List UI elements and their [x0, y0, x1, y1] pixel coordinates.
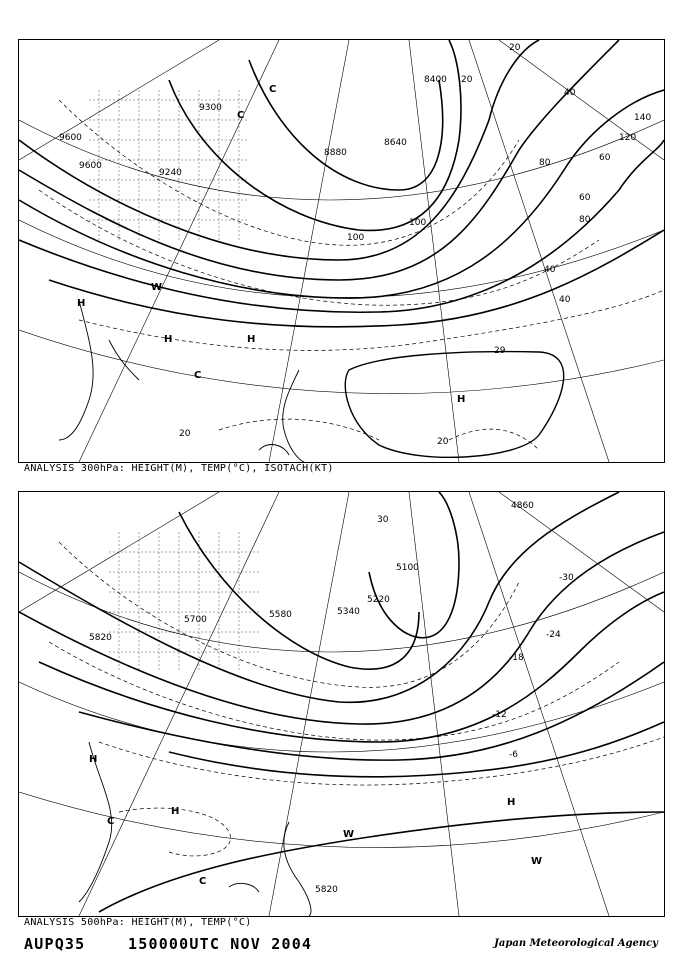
isotherm-label: -6 [509, 750, 518, 760]
temperature-isotherms [49, 542, 664, 856]
cold-center-marker: C [269, 84, 277, 95]
graticule [19, 492, 664, 916]
high-pressure-marker: H [171, 806, 180, 817]
contour-label: 9600 [79, 161, 102, 171]
isotach-label: 40 [564, 88, 576, 98]
isotach-label: 100 [347, 233, 365, 243]
map-500hpa-graphic [19, 492, 664, 916]
contour-label: 5820 [315, 885, 338, 895]
map-300hpa [18, 39, 665, 463]
isotach-contour [345, 352, 563, 458]
isotach-label: 29 [494, 346, 506, 356]
contour-label: 9300 [199, 103, 222, 113]
contour-label: 5220 [367, 595, 390, 605]
isotherm-label: -30 [559, 573, 574, 583]
contour-label: 4860 [511, 501, 534, 511]
cold-center-marker: C [107, 816, 115, 827]
isotach-label: 60 [579, 193, 591, 203]
contour-label: 5700 [184, 615, 207, 625]
temperature-isotherms [39, 100, 664, 450]
hatched-region [89, 90, 249, 240]
map-500hpa [18, 491, 665, 917]
contour-label: 8880 [324, 148, 347, 158]
high-pressure-marker: H [247, 334, 256, 345]
high-pressure-marker: H [89, 754, 98, 765]
high-pressure-marker: H [507, 797, 516, 808]
map-300hpa-graphic [19, 40, 664, 462]
contour-label: 30 [377, 515, 389, 525]
contour-label: 5340 [337, 607, 360, 617]
isotach-label: 80 [539, 158, 551, 168]
top-panel-caption: ANALYSIS 300hPa: HEIGHT(M), TEMP(°C), ISOTACH(KT) [24, 463, 334, 474]
isotach-label: 60 [599, 153, 611, 163]
isotherm-label: -18 [509, 653, 524, 663]
isotach-label: 120 [619, 133, 637, 143]
contour-label: 8640 [384, 138, 407, 148]
isotach-label: 20 [461, 75, 473, 85]
isotach-label: 20 [437, 437, 449, 447]
bottom-panel-caption: ANALYSIS 500hPa: HEIGHT(M), TEMP(°C) [24, 917, 252, 928]
bottom-systems [89, 754, 542, 887]
cold-center-marker: C [199, 876, 207, 887]
isotach-label: 40 [544, 265, 556, 275]
contour-label: 8400 [424, 75, 447, 85]
contour-label: 5580 [269, 610, 292, 620]
warm-center-marker: W [151, 282, 163, 293]
isotach-label: 40 [559, 295, 571, 305]
isotach-label: 140 [634, 113, 652, 123]
isotach-label: 80 [579, 215, 591, 225]
chart-id: AUPQ35 [24, 935, 86, 953]
height-contours [19, 492, 664, 912]
high-pressure-marker: H [164, 334, 173, 345]
warm-center-marker: W [531, 856, 543, 867]
isotherm-label: -24 [546, 630, 561, 640]
isotach-label: 100 [409, 218, 427, 228]
contour-label: 9600 [59, 133, 82, 143]
graticule [19, 40, 664, 462]
valid-time: 150000UTC NOV 2004 [128, 935, 313, 953]
contour-label: 5100 [396, 563, 419, 573]
high-pressure-marker: H [457, 394, 466, 405]
contour-label: 9240 [159, 168, 182, 178]
bottom-labels [89, 501, 574, 895]
agency-name: Japan Meteorological Agency [494, 938, 658, 949]
high-pressure-marker: H [77, 298, 86, 309]
cold-center-marker: C [237, 110, 245, 121]
warm-center-marker: W [343, 829, 355, 840]
cold-center-marker: C [194, 370, 202, 381]
isotach-label: 20 [179, 429, 191, 439]
height-contours [19, 40, 664, 327]
contour-label: 5820 [89, 633, 112, 643]
isotherm-label: -12 [492, 710, 507, 720]
isotach-label: 20 [509, 43, 521, 53]
